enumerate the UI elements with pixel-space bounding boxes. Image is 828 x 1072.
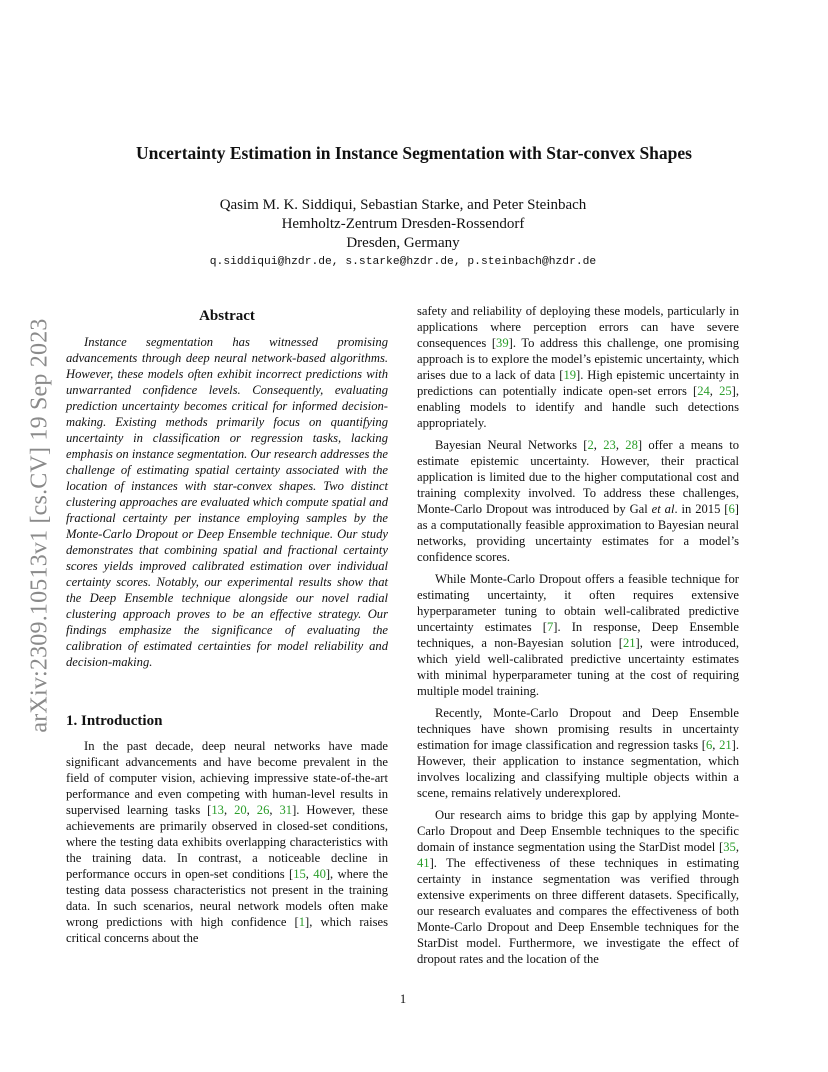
location: Dresden, Germany — [346, 235, 460, 251]
arxiv-identifier: arXiv:2309.10513v1 [cs.CV] 19 Sep 2023 — [26, 317, 53, 733]
citation-link[interactable]: 40 — [313, 867, 326, 881]
citation-link[interactable]: 21 — [622, 636, 636, 650]
citation-link[interactable]: 19 — [563, 368, 577, 382]
citation-link[interactable]: 39 — [496, 336, 509, 350]
right-paragraph-4: Recently, Monte-Carlo Dropout and Deep Ensemble techniques have shown promising results in uncertainty estimation for image classification and regression tasks [6, 21]. However, their application to instance segmentation, which involves localizing and classifying multiple objects within a scene, remains relatively underexplored. — [417, 706, 739, 800]
citation-link[interactable]: 21 — [719, 738, 732, 752]
page-number: 1 — [399, 992, 407, 1006]
citation-link[interactable]: 2 — [587, 438, 594, 452]
affiliation: Hemholtz-Zentrum Dresden-Rossendorf — [281, 216, 525, 232]
left-column — [66, 306, 388, 946]
citation-link[interactable]: 41 — [417, 856, 430, 870]
arxiv-sidebar — [22, 290, 58, 760]
citation-link[interactable]: 26 — [256, 803, 270, 817]
citation-link[interactable]: 7 — [546, 620, 554, 634]
citation-link[interactable]: 24 — [697, 384, 710, 398]
author-block — [0, 196, 806, 253]
right-paragraph-3: While Monte-Carlo Dropout offers a feasible technique for estimating uncertainty, it often requires extensive hyperparameter tuning to obtain well-calibrated predictive uncertainty estimates [7]. In response, Deep Ensemble techniques, a non-Bayesian solution [21], were introduced, which yield well-calibrated predictive uncertainty estimates with minimal hyperparameter tuning at the cost of requiring multiple model training. — [417, 572, 739, 698]
citation-link[interactable]: 25 — [719, 384, 732, 398]
abstract-heading: Abstract — [199, 308, 255, 324]
citation-link[interactable]: 1 — [298, 915, 306, 929]
intro-heading: 1. Introduction — [66, 713, 163, 729]
right-paragraph-5: Our research aims to bridge this gap by applying Monte-Carlo Dropout and Deep Ensemble techniques to the specific domain of instance segmentation using the StarDist model [35, 41]. The effectiveness of these techniques in estimating certainty in instance segmentation was verified through extensive experiments on three different datasets. Specifically, our research evaluates and compares the effectiveness of both Monte-Carlo Dropout and Deep Ensemble techniques for the StarDist model. Furthermore, we investigate the effect of dropout rates and the location of the — [417, 808, 739, 966]
citation-link[interactable]: 6 — [728, 502, 735, 516]
paper-title: Uncertainty Estimation in Instance Segmentation with Star-convex Shapes — [136, 143, 692, 163]
author-emails: q.siddiqui@hzdr.de, s.starke@hzdr.de, p.steinbach@hzdr.de — [209, 256, 597, 268]
right-paragraph-1: safety and reliability of deploying these models, particularly in applications where perception errors can have severe consequences [39]. To address this challenge, one promising approach is to explore the model’s epistemic uncertainty, which arises due to a lack of data [19]. High epistemic uncertainty in predictions can potentially indicate open-set errors [24, 25], enabling models to identify and handle such detections appropriately. — [417, 304, 740, 430]
citation-link[interactable]: 23 — [603, 438, 616, 452]
citation-link[interactable]: 13 — [211, 803, 224, 817]
citation-link[interactable]: 35 — [723, 840, 736, 854]
citation-link[interactable]: 28 — [625, 438, 638, 452]
citation-link[interactable]: 20 — [234, 803, 247, 817]
abstract-text: Instance segmentation has witnessed promising advancements through deep neural network-based algorithms. However, these models often exhibit incorrect predictions with unwarranted confidence levels. Consequently, evaluating prediction uncertainty becomes critical for informed decision-making. Existing methods primarily focus on quantifying uncertainty in classification or regression tasks, lacking emphasis on instance segmentation. Our research addresses the challenge of estimating spatial certainty associated with the location of instances with star-convex shapes. Two distinct clustering approaches are evaluated which compute spatial and fractional certainty per instance employing samples by the Monte-Carlo Dropout or Deep Ensemble technique. Our study demonstrates that combining spatial and fractional certainty scores yields improved calibrated estimation over individual certainty scores. Notably, our experimental results show that the Deep Ensemble technique alongside our novel radial clustering approach proves to be an effective strategy. Our findings emphasize the significance of evaluating the calibration of estimated certainties for model reliability and decision-making. — [66, 335, 388, 669]
right-paragraph-2: Bayesian Neural Networks [2, 23, 28] offer a means to estimate epistemic uncertainty. However, their practical application is limited due to the higher computational cost and training complexity involved. To address these challenges, Monte-Carlo Dropout was introduced by Gal et al. in 2015 [6] as a computationally feasible approximation to Bayesian neural networks, providing uncertainty estimates for a model’s confidence scores. — [417, 438, 740, 564]
right-column — [417, 303, 739, 967]
author-names: Qasim M. K. Siddiqui, Sebastian Starke, and Peter Steinbach — [219, 197, 587, 213]
citation-link[interactable]: 15 — [293, 867, 306, 881]
citation-link[interactable]: 31 — [279, 803, 293, 817]
citation-link[interactable]: 6 — [706, 738, 713, 752]
intro-paragraph-1: In the past decade, deep neural networks have made significant advancements and have become prevalent in the field of computer vision, achieving impressive state-of-the-art performance and even competing with human-level results in supervised learning tasks [13, 20, 26, 31]. However, these achievements are primarily observed in closed-set conditions, where the testing data exhibits overlapping characteristics with the training data. In contrast, a noticeable decline in performance occurs in open-set conditions [15, 40], where the testing data possess characteristics not present in the training data. In such scenarios, neural network models often make wrong predictions with high confidence [1], which raises critical concerns about the — [66, 739, 389, 945]
